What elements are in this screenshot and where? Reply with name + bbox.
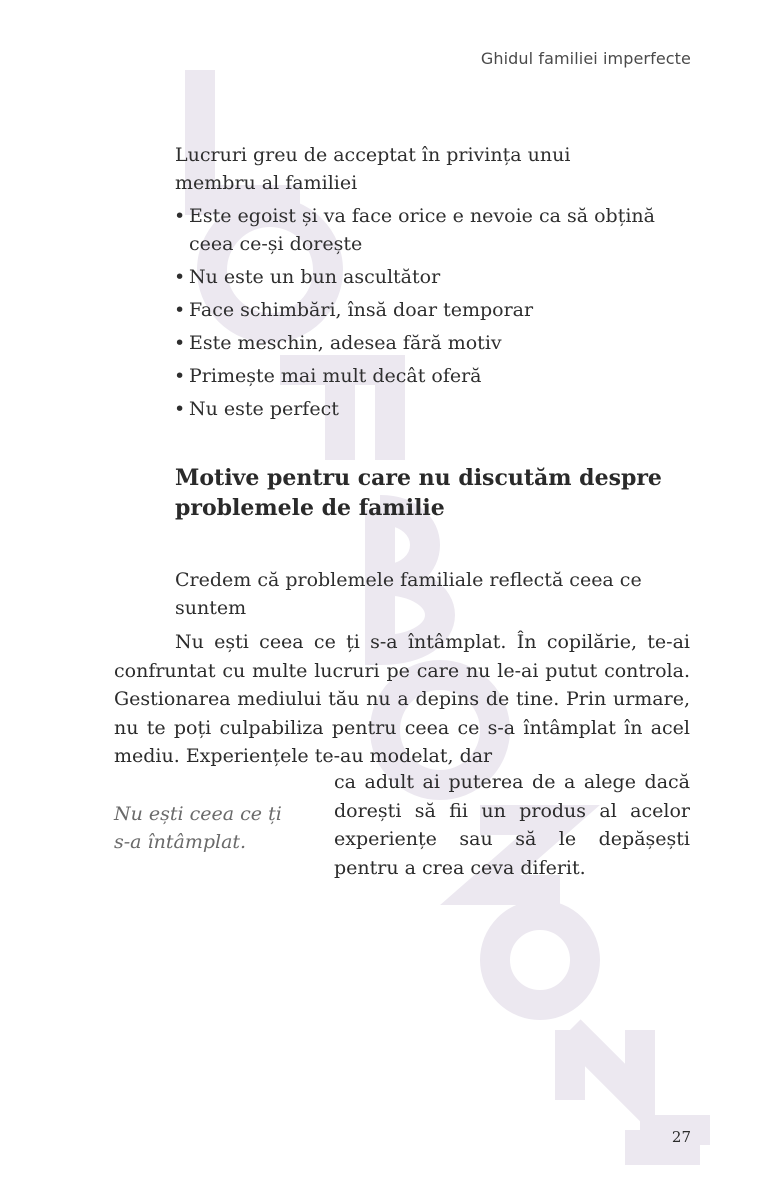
list-heading-line: Lucruri greu de acceptat în privința unui (175, 144, 571, 166)
pull-quote-line: Nu ești ceea ce ți (114, 803, 282, 825)
list-heading-line: membru al familiei (175, 172, 358, 194)
running-title: Ghidul familiei imperfecte (480, 49, 691, 68)
pull-quote (114, 800, 319, 856)
section-title-line: problemele de familie (175, 495, 445, 521)
list-item: • Este egoist și va face orice e nevoie ca să obțină ceea ce-și dorește (174, 205, 655, 255)
body-paragraph-continuation: ca adult ai puterea de a alege dacă dorești să fii un produs al acelor experiențe sau să le depășești pentru a crea ceva diferit. (334, 771, 690, 879)
section-title-line: Motive pentru care nu discutăm despre (175, 465, 662, 491)
list-item: • Nu este un bun ascultător (174, 266, 441, 288)
subsection-heading (175, 566, 695, 622)
body-paragraph: Nu ești ceea ce ți s-a întâmplat. În copilărie, te-ai confruntat cu multe lucruri pe care nu le-ai putut controla. Gestionarea mediului tău nu a depins de tine. Prin urmare, nu te poți culpabiliza pentru ceea ce s-a întâmplat în acel mediu. Experiențele te-au modelat, dar (114, 631, 690, 767)
subsection-heading-line: Credem că problemele familiale reflectă ceea ce (175, 569, 642, 591)
section-title (175, 463, 705, 523)
list-item: • Primește mai mult decât oferă (174, 365, 482, 387)
subsection-heading-line: suntem (175, 597, 247, 619)
list-item: • Nu este perfect (174, 398, 339, 420)
pull-quote-line: s-a întâmplat. (114, 831, 247, 853)
list-heading (175, 141, 695, 197)
list-item: • Face schimbări, însă doar temporar (174, 299, 534, 321)
hard-things-list (174, 202, 694, 428)
list-item: • Este meschin, adesea fără motiv (174, 332, 502, 354)
page-number: 27 (671, 1128, 691, 1146)
